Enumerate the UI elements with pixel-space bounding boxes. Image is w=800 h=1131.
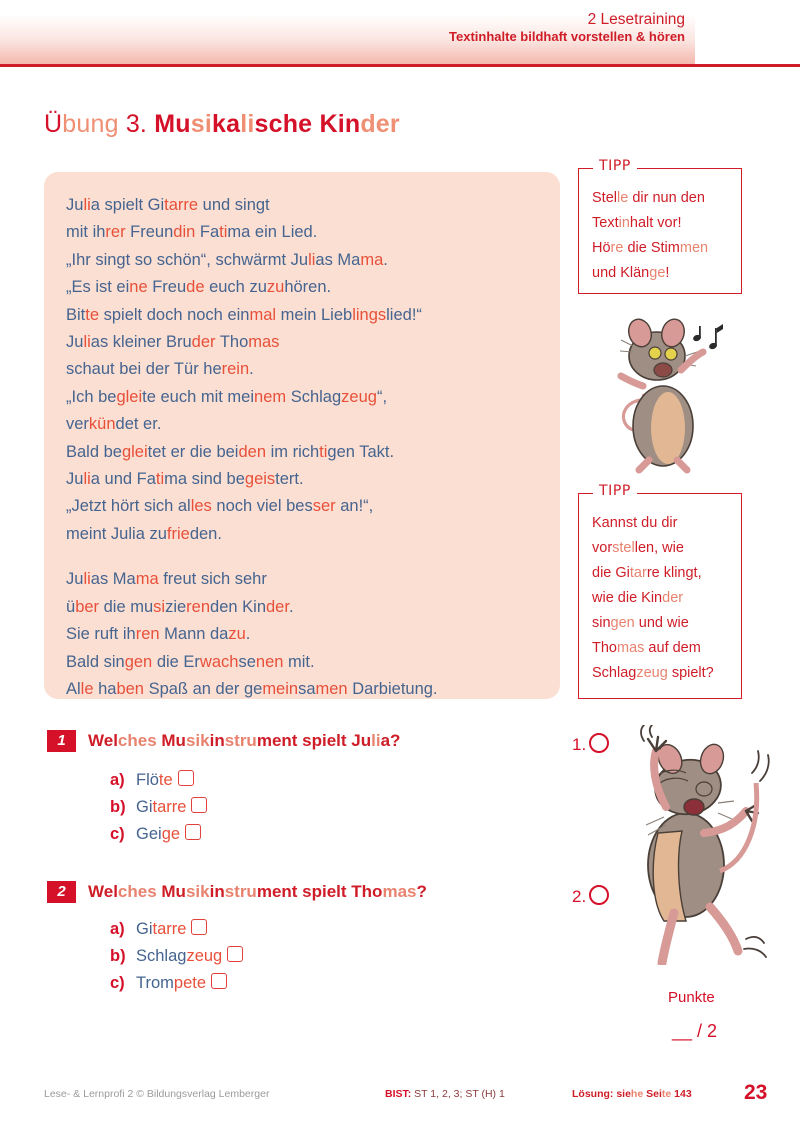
text-segment: ment spielt Ju <box>256 731 372 750</box>
question-1-text <box>88 731 400 751</box>
option-label: c) <box>110 825 125 843</box>
text-segment: in <box>209 882 225 901</box>
text-segment: ber <box>75 597 100 616</box>
question-2-option-b[interactable] <box>110 946 243 966</box>
text-segment: sa <box>298 679 316 698</box>
text-segment: in <box>209 731 225 750</box>
text-segment: „Jetzt hört sich al <box>66 497 191 516</box>
text-segment: ma sind be <box>164 470 245 489</box>
text-segment: stru <box>224 731 257 750</box>
question-1-option-b[interactable] <box>110 797 207 817</box>
text-segment: euch zu <box>204 278 267 297</box>
text-line <box>66 466 538 493</box>
text-segment: tarre <box>152 920 187 938</box>
text-segment: die Er <box>152 652 200 671</box>
answer-circle-2-label: 2. <box>572 887 587 906</box>
header-subtitle: Textinhalte bildhaft vorstellen & hören <box>449 29 685 45</box>
footer-copyright: Lese- & Lernprofi 2 © Bildungsverlag Lemberger <box>44 1088 270 1100</box>
text-segment: zeug <box>636 665 668 681</box>
footer-solution-note <box>572 1088 692 1100</box>
text-segment: Sie ruft ih <box>66 625 136 644</box>
text-segment: „Ihr singt so schön“, schwärmt Ju <box>66 250 309 269</box>
option-label: b) <box>110 798 126 816</box>
text-segment: den. <box>189 524 222 543</box>
title-segment: ka <box>211 110 241 138</box>
header-divider-rule <box>0 64 800 67</box>
text-segment: ser <box>312 497 336 516</box>
text-segment: Gei <box>136 825 162 843</box>
text-line <box>592 186 728 211</box>
text-segment: wach <box>199 652 239 671</box>
checkbox-icon[interactable] <box>227 946 243 962</box>
text-segment: auf dem <box>644 640 701 656</box>
text-line <box>66 566 538 593</box>
text-line <box>592 236 728 261</box>
points-label: Punkte <box>668 989 715 1006</box>
text-segment: si <box>153 597 166 616</box>
text-segment: tet er die bei <box>147 442 239 461</box>
text-segment: stru <box>224 882 257 901</box>
title-segment: si <box>190 110 212 138</box>
reading-paragraph-2 <box>66 566 538 703</box>
text-segment: wie die Kin <box>592 590 663 606</box>
text-segment: Ju <box>66 570 84 589</box>
text-segment: stel <box>612 540 635 556</box>
text-segment: Trom <box>136 974 174 992</box>
text-segment: tar <box>629 565 647 581</box>
text-segment: Kannst du dir <box>592 515 678 531</box>
text-segment: . <box>249 360 254 379</box>
title-segment: Ü <box>44 110 63 138</box>
text-segment: und singt <box>198 196 270 214</box>
text-segment: geis <box>244 470 276 489</box>
text-segment: lings <box>352 305 387 324</box>
text-segment: les <box>190 497 212 516</box>
question-1-option-c[interactable] <box>110 824 201 844</box>
text-segment: den <box>238 442 266 461</box>
text-segment: te <box>661 1088 672 1100</box>
text-segment: zu <box>266 278 285 297</box>
text-segment: mas <box>617 640 645 656</box>
text-segment: Mu <box>156 882 186 901</box>
text-segment: Tho <box>592 640 617 656</box>
text-segment: ver <box>66 415 89 434</box>
text-segment: mas <box>382 882 417 901</box>
text-segment: te <box>85 305 100 324</box>
text-segment: ment spielt Tho <box>256 882 383 901</box>
text-segment: sik <box>185 882 210 901</box>
text-segment: mein Lieb <box>276 305 353 324</box>
text-segment: sung: sie <box>584 1088 631 1100</box>
text-line <box>592 561 728 586</box>
question-2-option-a[interactable] <box>110 919 207 939</box>
text-segment: Fa <box>195 223 220 242</box>
text-segment: mit ih <box>66 223 106 242</box>
text-segment: men <box>679 240 709 256</box>
checkbox-icon[interactable] <box>178 770 194 786</box>
text-segment: ben <box>116 679 144 698</box>
text-segment: ma ein Lied. <box>227 223 318 242</box>
text-line <box>66 329 538 356</box>
text-segment: Freu <box>147 278 187 297</box>
text-segment: Schlag <box>136 947 187 965</box>
text-segment: Ju <box>66 470 84 489</box>
text-segment: zeug <box>186 947 223 965</box>
text-segment: tarre <box>164 196 199 214</box>
text-segment: nen <box>255 652 284 671</box>
text-segment: Stel <box>592 190 617 206</box>
tip-box-1 <box>578 158 742 294</box>
text-segment: Al <box>66 679 81 698</box>
question-2-text <box>88 882 427 902</box>
title-segment: Mu <box>154 110 191 138</box>
footer-bist-label: BIST: <box>385 1088 412 1100</box>
text-segment: ha <box>93 679 117 698</box>
text-segment: und wie <box>634 615 689 631</box>
text-line <box>66 493 538 520</box>
footer-bist-value: ST 1, 2, 3; ST (H) 1 <box>411 1088 505 1100</box>
text-segment: te <box>158 771 173 789</box>
text-segment: ti <box>219 223 228 242</box>
text-segment: li <box>83 470 91 489</box>
text-segment: det er. <box>115 415 162 434</box>
text-segment: mas <box>248 333 280 352</box>
text-line <box>66 676 538 703</box>
text-segment: he <box>630 1088 644 1100</box>
text-segment: li <box>371 731 381 750</box>
text-segment: halt vor! <box>629 215 682 231</box>
option-label: a) <box>110 771 125 789</box>
text-segment: Tho <box>215 333 249 352</box>
text-segment: Gi <box>136 798 153 816</box>
question-1-number: 1 <box>47 730 76 752</box>
text-segment: „Ich be <box>66 387 117 406</box>
text-line <box>66 439 538 466</box>
text-segment: lied!“ <box>386 305 422 324</box>
text-segment: die Gi <box>592 565 630 581</box>
text-segment: ne <box>129 278 148 297</box>
text-line <box>592 636 728 661</box>
text-line <box>592 611 728 636</box>
text-segment: Text <box>592 215 619 231</box>
text-segment: Darbietung. <box>347 679 438 698</box>
text-segment: gen <box>610 615 635 631</box>
text-segment: Freun <box>125 223 174 242</box>
text-segment: Ju <box>66 196 84 214</box>
text-line <box>592 536 728 561</box>
text-segment: a? <box>380 731 401 750</box>
text-line <box>592 261 728 286</box>
text-line <box>66 302 538 329</box>
text-segment: nem <box>254 387 287 406</box>
question-2-option-c[interactable] <box>110 973 227 993</box>
text-segment: ? <box>416 882 427 901</box>
text-segment: li <box>83 333 91 352</box>
text-segment: Sei <box>643 1088 662 1100</box>
text-segment: und Klän <box>592 265 650 281</box>
dancing-mouse-icon <box>600 725 785 965</box>
text-segment: mein <box>262 679 299 698</box>
text-segment: re klingt, <box>646 565 702 581</box>
text-segment: as Ma <box>90 570 136 589</box>
text-line <box>66 247 538 274</box>
text-line <box>66 521 538 548</box>
text-segment: men <box>315 679 348 698</box>
title-segment: 3. <box>125 110 155 138</box>
answer-circle-1-label: 1. <box>572 735 587 754</box>
text-segment: Wel <box>88 882 118 901</box>
title-segment: li <box>240 110 255 138</box>
text-segment: gen Takt. <box>327 442 395 461</box>
text-segment: Wel <box>88 731 118 750</box>
tip-box-2-body <box>579 494 741 696</box>
text-segment: sin <box>592 615 611 631</box>
tip-box-2-label: TIPP <box>593 483 637 499</box>
text-segment: schaut bei der Tür he <box>66 360 222 379</box>
text-segment: Lö <box>572 1088 585 1100</box>
text-segment: spielt? <box>667 665 714 681</box>
text-segment: der <box>662 590 684 606</box>
text-segment: hören. <box>284 278 332 297</box>
header-title: 2 Lesetraining <box>587 11 685 28</box>
text-line <box>66 621 538 648</box>
text-segment: gen <box>124 652 153 671</box>
title-segment: Kin <box>319 110 361 138</box>
text-line <box>66 411 538 438</box>
text-segment: as Ma <box>315 250 361 269</box>
checkbox-icon[interactable] <box>191 797 207 813</box>
paragraph-spacer <box>66 548 538 566</box>
page-header <box>0 0 800 68</box>
text-segment: glei <box>121 442 148 461</box>
header-mouse-panel <box>695 0 800 64</box>
text-segment: Gi <box>136 920 153 938</box>
text-segment: ma <box>360 250 384 269</box>
text-segment: an!“, <box>335 497 374 516</box>
text-line <box>66 384 538 411</box>
text-segment: kün <box>88 415 116 434</box>
text-segment: tarre <box>152 798 187 816</box>
text-segment: die mu <box>99 597 154 616</box>
text-line <box>66 356 538 383</box>
text-segment: sik <box>185 731 210 750</box>
text-segment: frie <box>166 524 190 543</box>
text-segment: mal <box>249 305 277 324</box>
text-segment: 143 <box>671 1088 692 1100</box>
text-segment: de <box>186 278 205 297</box>
text-segment: ge <box>161 825 181 843</box>
singing-mouse-with-notes-icon <box>585 308 735 480</box>
title-segment: bung <box>62 110 126 138</box>
text-segment: Spaß an der ge <box>143 679 263 698</box>
text-segment: te euch mit mei <box>142 387 255 406</box>
text-segment: pete <box>173 974 207 992</box>
text-segment: . <box>245 625 251 644</box>
text-segment: din <box>173 223 196 242</box>
text-segment: Bald sin <box>66 652 125 671</box>
reading-text-panel <box>44 172 560 699</box>
text-segment: der <box>266 597 289 616</box>
question-2-number: 2 <box>47 881 76 903</box>
option-label: c) <box>110 974 125 992</box>
text-segment: zu <box>228 625 246 644</box>
option-label: a) <box>110 920 125 938</box>
text-segment: le <box>617 190 629 206</box>
page-number: 23 <box>744 1081 768 1104</box>
text-segment: . <box>288 597 294 616</box>
title-segment: sche <box>254 110 320 138</box>
title-segment: der <box>360 110 400 138</box>
checkbox-icon[interactable] <box>185 824 201 840</box>
text-line <box>66 594 538 621</box>
text-segment: a und Fa <box>90 470 156 489</box>
text-segment: zeug <box>341 387 377 406</box>
text-segment: tert. <box>275 470 304 489</box>
text-segment: den Kin <box>210 597 266 616</box>
text-segment: mit. <box>283 652 315 671</box>
text-segment: ü <box>66 597 76 616</box>
text-segment: im rich <box>266 442 320 461</box>
tip-box-2 <box>578 483 742 699</box>
text-segment: vor <box>592 540 613 556</box>
text-segment: Schlag <box>592 665 637 681</box>
text-segment: re <box>610 240 624 256</box>
text-segment: ches <box>117 731 157 750</box>
text-segment: li <box>308 250 316 269</box>
text-segment: ren <box>186 597 211 616</box>
text-segment: rer <box>105 223 126 242</box>
text-line <box>66 192 538 219</box>
text-segment: der <box>191 333 216 352</box>
text-segment: ches <box>117 882 157 901</box>
text-segment: dir nun den <box>628 190 705 206</box>
footer-bist <box>385 1088 505 1100</box>
text-segment: a spielt Gi <box>90 196 165 214</box>
text-segment: ren <box>135 625 160 644</box>
text-segment: se <box>238 652 256 671</box>
text-segment: le <box>80 679 94 698</box>
text-segment: ti <box>155 470 165 489</box>
tip-box-1-label: TIPP <box>593 158 637 174</box>
text-segment: . <box>383 250 388 269</box>
text-segment: die Stim <box>623 240 680 256</box>
text-segment: noch viel bes <box>211 497 313 516</box>
text-segment: zie <box>165 597 187 616</box>
text-line <box>592 661 728 686</box>
points-score[interactable]: __ / 2 <box>672 1021 718 1041</box>
text-segment: li <box>83 196 91 214</box>
text-line <box>592 586 728 611</box>
text-segment: ma <box>135 570 159 589</box>
text-segment: rein <box>221 360 250 379</box>
checkbox-icon[interactable] <box>211 973 227 989</box>
text-segment: “, <box>376 387 388 406</box>
text-line <box>592 511 728 536</box>
exercise-title <box>44 110 400 139</box>
text-segment: as kleiner Bru <box>90 333 192 352</box>
option-label: b) <box>110 947 126 965</box>
text-segment: ! <box>665 265 670 281</box>
text-segment: glei <box>116 387 143 406</box>
text-segment: „Es ist ei <box>66 278 130 297</box>
text-segment: Mann da <box>159 625 229 644</box>
text-line <box>592 211 728 236</box>
text-segment: Ju <box>66 333 84 352</box>
tip-box-1-body <box>579 169 741 296</box>
text-segment: Bit <box>66 305 86 324</box>
text-line <box>66 219 538 246</box>
text-segment: Bald be <box>66 442 122 461</box>
text-segment: Schlag <box>286 387 342 406</box>
text-segment: len, wie <box>634 540 684 556</box>
text-segment: in <box>618 215 630 231</box>
text-line <box>66 649 538 676</box>
text-segment: Hö <box>592 240 611 256</box>
text-segment: spielt doch noch ein <box>99 305 250 324</box>
text-segment: li <box>83 570 91 589</box>
header-text-block <box>449 10 685 46</box>
text-segment: Mu <box>156 731 186 750</box>
checkbox-icon[interactable] <box>191 919 207 935</box>
text-line <box>66 274 538 301</box>
text-segment: meint Julia zu <box>66 524 167 543</box>
question-1-option-a[interactable] <box>110 770 194 790</box>
text-segment: Flö <box>136 771 159 789</box>
reading-paragraph-1 <box>66 192 538 548</box>
text-segment: freut sich sehr <box>158 570 267 589</box>
text-segment: ge <box>649 265 666 281</box>
text-segment: ti <box>319 442 328 461</box>
